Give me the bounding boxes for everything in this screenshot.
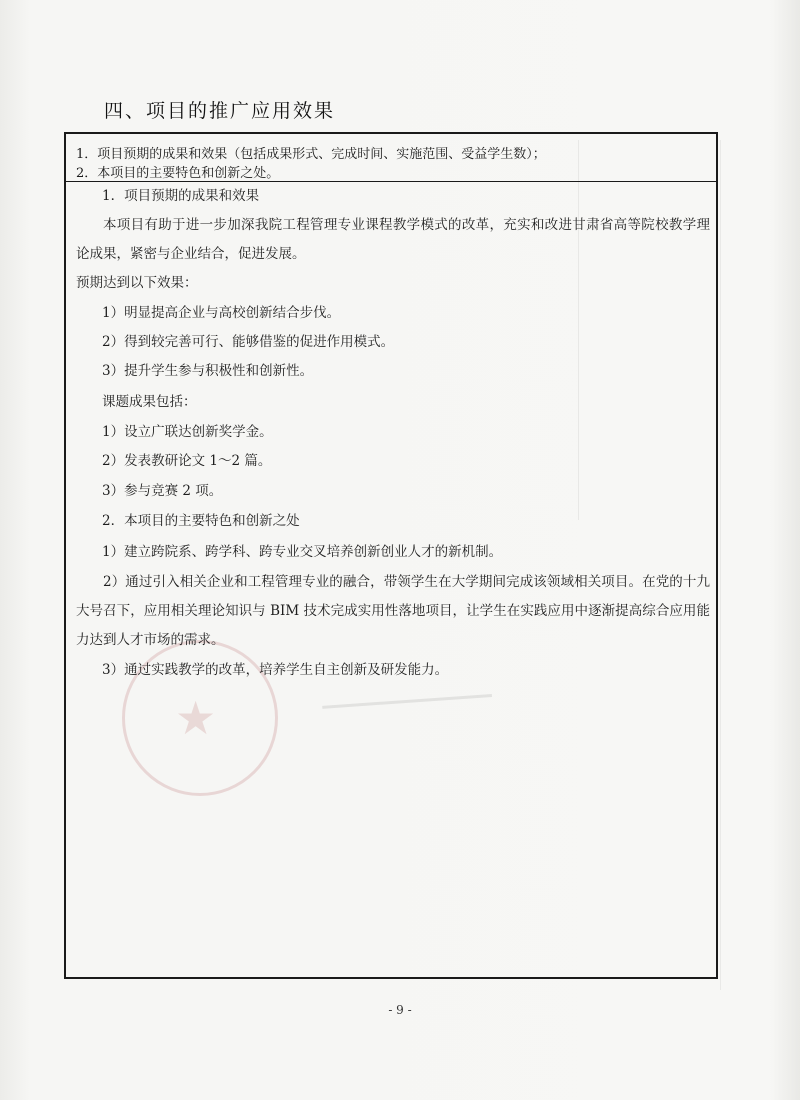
heading-expected-results: 1．项目预期的成果和效果 — [102, 188, 260, 204]
heading-features: 2．本项目的主要特色和创新之处 — [102, 513, 300, 529]
feature-item: 1）建立跨院系、跨学科、跨专业交叉培养创新创业人才的新机制。 — [102, 544, 503, 560]
effect-item: 3）提升学生参与积极性和创新性。 — [102, 363, 314, 379]
page-number: - 9 - — [388, 1003, 412, 1017]
results-label: 课题成果包括： — [102, 394, 197, 410]
result-item: 1）设立广联达创新奖学金。 — [102, 424, 273, 440]
feature-item: 2）通过引入相关企业和工程管理专业的融合，带领学生在大学期间完成该领域相关项目。在党的十九大号召下，应用相关理论知识与 BIM 技术完成实用性落地项目，让学生在实践应用中逐渐提高综合应用能力达到人才市场的需求。 — [76, 574, 710, 648]
feature-item: 3）通过实践教学的改革，培养学生自主创新及研发能力。 — [102, 662, 449, 678]
instruction-line-1: 1．项目预期的成果和效果（包括成果形式、完成时间、实施范围、受益学生数）； — [76, 147, 546, 162]
result-item: 2）发表教研论文 1～2 篇。 — [102, 453, 272, 469]
bleed-through-seal: ★ — [122, 640, 278, 796]
effect-item: 1）明显提高企业与高校创新结合步伐。 — [102, 305, 341, 321]
instruction-line-2: 2．本项目的主要特色和创新之处。 — [76, 166, 280, 181]
effect-item: 2）得到较完善可行、能够借鉴的促进作用模式。 — [102, 334, 395, 350]
content-frame — [64, 132, 718, 979]
instruction-header — [66, 134, 716, 182]
section-title: 四、项目的推广应用效果 — [104, 100, 336, 122]
bleed-through-line — [720, 140, 721, 990]
expected-effects-label: 预期达到以下效果： — [76, 275, 198, 291]
result-item: 3）参与竞赛 2 项。 — [102, 483, 223, 499]
intro-paragraph: 本项目有助于进一步加深我院工程管理专业课程教学模式的改革，充实和改进甘肃省高等院校教学理论成果，紧密与企业结合，促进发展。 — [76, 217, 710, 262]
